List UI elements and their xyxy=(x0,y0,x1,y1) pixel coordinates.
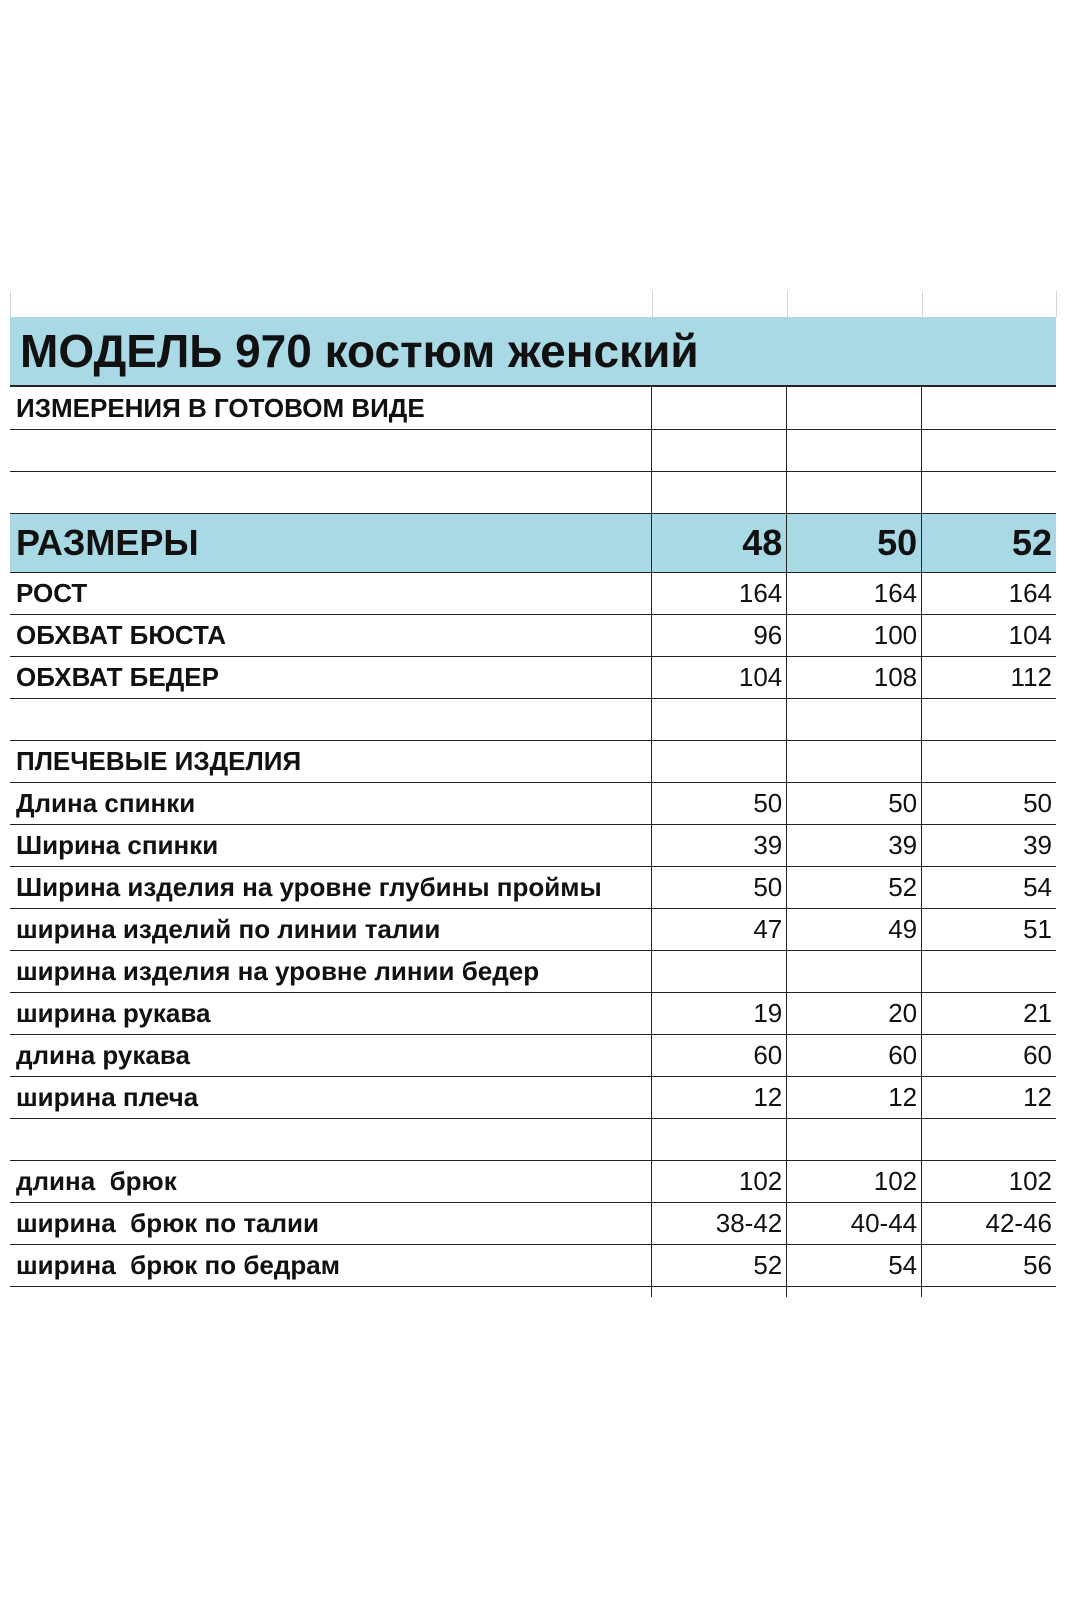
table-row xyxy=(10,1077,1056,1119)
row-value xyxy=(921,951,1056,992)
row-value: 12 xyxy=(651,1077,786,1118)
size-header: 48 xyxy=(651,514,786,572)
row-value: 21 xyxy=(921,993,1056,1034)
table-row xyxy=(10,1203,1056,1245)
row-label: ширина плеча xyxy=(16,1082,199,1112)
row-value: 12 xyxy=(786,1077,921,1118)
table-row xyxy=(10,615,1056,657)
row-label: ширина рукава xyxy=(16,998,211,1028)
row-value: 60 xyxy=(786,1035,921,1076)
row-label: ширина брюк по талии xyxy=(16,1208,319,1238)
row-label: РОСТ xyxy=(16,578,88,608)
table-row xyxy=(10,1161,1056,1203)
row-value: 104 xyxy=(921,615,1056,656)
row-value: 164 xyxy=(786,573,921,614)
row-value: 39 xyxy=(921,825,1056,866)
grid-line xyxy=(922,291,923,317)
title-row xyxy=(10,317,1056,387)
table-row xyxy=(10,909,1056,951)
row-value xyxy=(651,951,786,992)
subtitle: ИЗМЕРЕНИЯ В ГОТОВОМ ВИДЕ xyxy=(16,392,425,423)
row-value: 38-42 xyxy=(651,1203,786,1244)
row-label: длина рукава xyxy=(16,1040,190,1070)
row-value: 49 xyxy=(786,909,921,950)
row-value: 50 xyxy=(786,783,921,824)
table-row xyxy=(10,1035,1056,1077)
row-value: 54 xyxy=(921,867,1056,908)
row-value: 164 xyxy=(651,573,786,614)
row-value: 39 xyxy=(786,825,921,866)
row-value: 56 xyxy=(921,1245,1056,1286)
row-label: ОБХВАТ БЮСТА xyxy=(16,620,226,650)
empty-row xyxy=(10,472,1056,514)
row-label: Ширина спинки xyxy=(16,830,219,860)
row-value: 47 xyxy=(651,909,786,950)
row-value: 104 xyxy=(651,657,786,698)
row-value: 102 xyxy=(921,1161,1056,1202)
section-title: ПЛЕЧЕВЫЕ ИЗДЕЛИЯ xyxy=(16,746,302,776)
table-row xyxy=(10,993,1056,1035)
grid-line xyxy=(652,291,653,317)
row-label: ОБХВАТ БЕДЕР xyxy=(16,662,219,692)
row-value: 96 xyxy=(651,615,786,656)
spreadsheet xyxy=(0,291,1066,1311)
grid-line xyxy=(787,291,788,317)
section-row xyxy=(10,741,1056,783)
row-value: 60 xyxy=(651,1035,786,1076)
row-value: 50 xyxy=(921,783,1056,824)
empty-row xyxy=(10,1119,1056,1161)
empty-row xyxy=(10,430,1056,472)
subtitle-row xyxy=(10,387,1056,430)
row-value: 40-44 xyxy=(786,1203,921,1244)
row-label: ширина изделия на уровне линии бедер xyxy=(16,956,540,986)
page-title: МОДЕЛЬ 970 костюм женский xyxy=(20,325,699,377)
row-value: 50 xyxy=(651,867,786,908)
row-value: 100 xyxy=(786,615,921,656)
row-label: ширина брюк по бедрам xyxy=(16,1250,340,1280)
size-header: 52 xyxy=(921,514,1056,572)
row-value: 108 xyxy=(786,657,921,698)
row-label: Ширина изделия на уровне глубины проймы xyxy=(16,872,602,902)
row-value: 20 xyxy=(786,993,921,1034)
table-row xyxy=(10,657,1056,699)
partial-row xyxy=(10,1287,1056,1297)
row-value: 51 xyxy=(921,909,1056,950)
grid-line xyxy=(10,291,11,317)
row-value: 52 xyxy=(786,867,921,908)
grid-line xyxy=(1056,291,1057,317)
row-value: 164 xyxy=(921,573,1056,614)
row-value: 12 xyxy=(921,1077,1056,1118)
row-value: 54 xyxy=(786,1245,921,1286)
row-label: ширина изделий по линии талии xyxy=(16,914,441,944)
row-value: 102 xyxy=(651,1161,786,1202)
row-value xyxy=(786,951,921,992)
table-row xyxy=(10,573,1056,615)
table-row xyxy=(10,825,1056,867)
sizes-row xyxy=(10,514,1056,573)
table-row xyxy=(10,867,1056,909)
row-value: 60 xyxy=(921,1035,1056,1076)
row-label: Длина спинки xyxy=(16,788,196,818)
table-row xyxy=(10,1245,1056,1287)
row-value: 42-46 xyxy=(921,1203,1056,1244)
row-value: 112 xyxy=(921,657,1056,698)
row-value: 50 xyxy=(651,783,786,824)
row-value: 39 xyxy=(651,825,786,866)
empty-row xyxy=(10,699,1056,741)
table-row xyxy=(10,951,1056,993)
row-value: 52 xyxy=(651,1245,786,1286)
sizes-label: РАЗМЕРЫ xyxy=(16,522,199,563)
table-row xyxy=(10,783,1056,825)
row-value: 19 xyxy=(651,993,786,1034)
row-value: 102 xyxy=(786,1161,921,1202)
size-header: 50 xyxy=(786,514,921,572)
row-label: длина брюк xyxy=(16,1166,177,1196)
